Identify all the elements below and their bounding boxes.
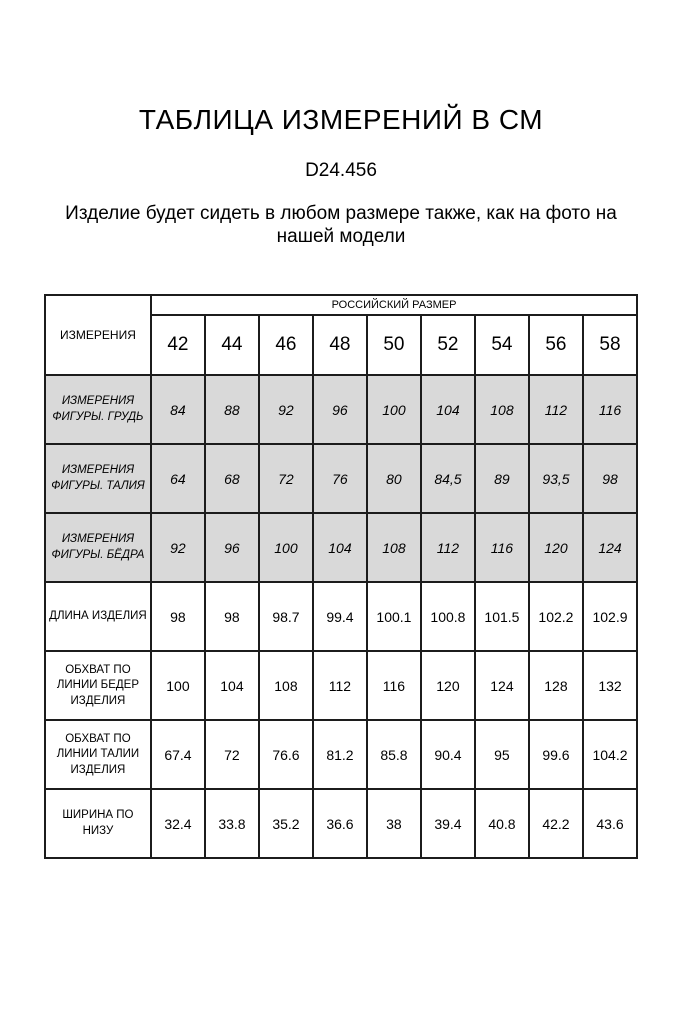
value-cell: 98 <box>151 582 205 651</box>
value-cell: 89 <box>475 444 529 513</box>
measure-row <box>45 720 637 789</box>
value-cell: 100 <box>259 513 313 582</box>
value-cell: 120 <box>421 651 475 720</box>
value-cell: 72 <box>259 444 313 513</box>
page-title: ТАБЛИЦА ИЗМЕРЕНИЙ В СМ <box>138 104 544 135</box>
row-label: ОБХВАТ ПО ЛИНИИ БЕДЕР ИЗДЕЛИЯ <box>45 651 151 720</box>
value-cell: 104 <box>205 651 259 720</box>
group-header-row <box>45 295 637 315</box>
value-cell: 98.7 <box>259 582 313 651</box>
size-header: 56 <box>529 315 583 375</box>
article-code: D24.456 <box>305 160 377 181</box>
value-cell: 72 <box>205 720 259 789</box>
value-cell: 84 <box>151 375 205 444</box>
size-header: 52 <box>421 315 475 375</box>
value-cell: 81.2 <box>313 720 367 789</box>
value-cell: 64 <box>151 444 205 513</box>
value-cell: 40.8 <box>475 789 529 858</box>
value-cell: 33.8 <box>205 789 259 858</box>
value-cell: 67.4 <box>151 720 205 789</box>
size-header: 46 <box>259 315 313 375</box>
value-cell: 116 <box>583 375 637 444</box>
value-cell: 124 <box>583 513 637 582</box>
value-cell: 100.8 <box>421 582 475 651</box>
value-cell: 96 <box>205 513 259 582</box>
measurements-corner-header: ИЗМЕРЕНИЯ <box>45 295 151 375</box>
value-cell: 104.2 <box>583 720 637 789</box>
measure-row <box>45 651 637 720</box>
value-cell: 108 <box>367 513 421 582</box>
value-cell: 116 <box>475 513 529 582</box>
value-cell: 93,5 <box>529 444 583 513</box>
measure-row <box>45 444 637 513</box>
value-cell: 36.6 <box>313 789 367 858</box>
value-cell: 112 <box>313 651 367 720</box>
measurements-table <box>44 294 638 859</box>
value-cell: 42.2 <box>529 789 583 858</box>
value-cell: 100 <box>151 651 205 720</box>
value-cell: 35.2 <box>259 789 313 858</box>
value-cell: 98 <box>583 444 637 513</box>
value-cell: 108 <box>475 375 529 444</box>
size-header: 42 <box>151 315 205 375</box>
russian-size-group-header: РОССИЙСКИЙ РАЗМЕР <box>151 295 637 315</box>
value-cell: 101.5 <box>475 582 529 651</box>
value-cell: 92 <box>259 375 313 444</box>
size-header: 58 <box>583 315 637 375</box>
row-label: ДЛИНА ИЗДЕЛИЯ <box>45 582 151 651</box>
measure-row <box>45 789 637 858</box>
row-label: ИЗМЕРЕНИЯ ФИГУРЫ. ТАЛИЯ <box>45 444 151 513</box>
value-cell: 84,5 <box>421 444 475 513</box>
measurements-table-body <box>45 375 637 858</box>
size-header: 54 <box>475 315 529 375</box>
value-cell: 132 <box>583 651 637 720</box>
value-cell: 108 <box>259 651 313 720</box>
value-cell: 104 <box>313 513 367 582</box>
value-cell: 104 <box>421 375 475 444</box>
value-cell: 99.6 <box>529 720 583 789</box>
value-cell: 120 <box>529 513 583 582</box>
measure-row <box>45 582 637 651</box>
value-cell: 100.1 <box>367 582 421 651</box>
fit-note: Изделие будет сидеть в любом размере также, как на фото на нашей модели <box>65 203 617 248</box>
row-label: ИЗМЕРЕНИЯ ФИГУРЫ. ГРУДЬ <box>45 375 151 444</box>
value-cell: 102.2 <box>529 582 583 651</box>
size-header: 50 <box>367 315 421 375</box>
size-header: 44 <box>205 315 259 375</box>
value-cell: 96 <box>313 375 367 444</box>
value-cell: 88 <box>205 375 259 444</box>
value-cell: 124 <box>475 651 529 720</box>
value-cell: 39.4 <box>421 789 475 858</box>
measure-row <box>45 375 637 444</box>
value-cell: 90.4 <box>421 720 475 789</box>
size-header: 48 <box>313 315 367 375</box>
value-cell: 32.4 <box>151 789 205 858</box>
value-cell: 100 <box>367 375 421 444</box>
value-cell: 85.8 <box>367 720 421 789</box>
value-cell: 99.4 <box>313 582 367 651</box>
measure-row <box>45 513 637 582</box>
row-label: ШИРИНА ПО НИЗУ <box>45 789 151 858</box>
value-cell: 68 <box>205 444 259 513</box>
value-cell: 95 <box>475 720 529 789</box>
value-cell: 80 <box>367 444 421 513</box>
value-cell: 102.9 <box>583 582 637 651</box>
value-cell: 76.6 <box>259 720 313 789</box>
value-cell: 43.6 <box>583 789 637 858</box>
value-cell: 38 <box>367 789 421 858</box>
value-cell: 76 <box>313 444 367 513</box>
value-cell: 116 <box>367 651 421 720</box>
value-cell: 98 <box>205 582 259 651</box>
row-label: ОБХВАТ ПО ЛИНИИ ТАЛИИ ИЗДЕЛИЯ <box>45 720 151 789</box>
value-cell: 112 <box>421 513 475 582</box>
value-cell: 112 <box>529 375 583 444</box>
row-label: ИЗМЕРЕНИЯ ФИГУРЫ. БЁДРА <box>45 513 151 582</box>
value-cell: 128 <box>529 651 583 720</box>
value-cell: 92 <box>151 513 205 582</box>
